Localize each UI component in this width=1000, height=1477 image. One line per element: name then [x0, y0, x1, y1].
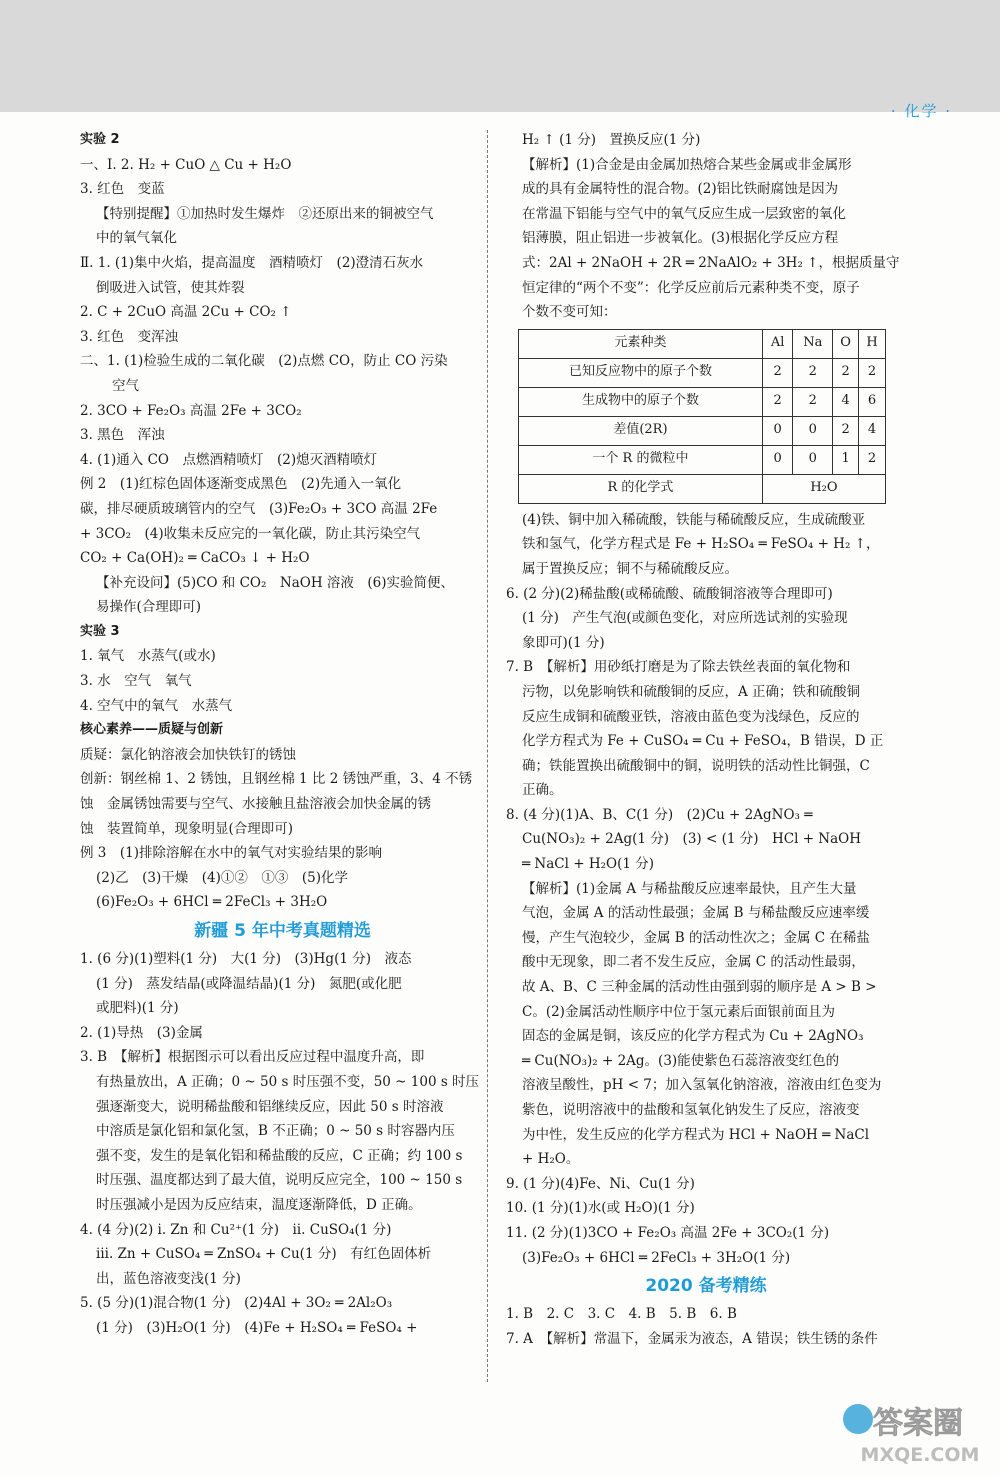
text-line: 【解析】(1)合金是由金属加热熔合某些金属或非金属形 [522, 156, 852, 173]
text-line: 二、1. (1)检验生成的二氧化碳 (2)点燃 CO，防止 CO 污染 [80, 353, 448, 370]
table-cell: 一个 R 的微粒中 [519, 445, 763, 474]
left-column [80, 128, 485, 1341]
text-line: 式：2Al + 2NaOH + 2R ═ 2NaAlO₂ + 3H₂ ↑，根据质量守 [522, 254, 900, 271]
table-cell: 0 [762, 416, 793, 445]
text-line: 10. (1 分)(1)水(或 H₂O)(1 分) [506, 1200, 695, 1217]
table-cell: 2 [762, 387, 793, 416]
text-line: ⅲ. Zn + CuSO₄ ═ ZnSO₄ + Cu(1 分) 有红色固体析 [96, 1246, 432, 1263]
text-line: 成的具有金属特性的混合物。(2)铝比铁耐腐蚀是因为 [522, 181, 839, 198]
text-line: 反应生成铜和硫酸亚铁，溶液由蓝色变为浅绿色，反应的 [522, 708, 860, 725]
text-line: 酸中无现象，即二者不发生反应，金属 C 的活动性最弱， [522, 954, 865, 971]
text-line: 2. (1)导热 (3)金属 [80, 1024, 203, 1041]
table-cell: 2 [833, 358, 859, 387]
text-line: (3)Fe₂O₃ + 6HCl ═ 2FeCl₃ + 3H₂O(1 分) [522, 1249, 791, 1266]
text-line: 9. (1 分)(4)Fe、Ni、Cu(1 分) [506, 1175, 695, 1192]
table-cell: 0 [793, 416, 833, 445]
column-divider [487, 130, 489, 1382]
table-header-cell: 元素种类 [519, 329, 763, 358]
table-cell: 生成物中的原子个数 [519, 387, 763, 416]
text-line: 强不变，发生的是氧化铝和稀盐酸的反应，C 正确；约 100 s [96, 1147, 463, 1164]
text-line: 3. 水 空气 氧气 [80, 673, 192, 690]
text-line: 属于置换反应；铜不与稀硫酸反应。 [522, 560, 738, 577]
text-line: 实验 3 [80, 623, 120, 639]
table-header-cell: Na [793, 329, 833, 358]
text-line: 碳，排尽硬质玻璃管内的空气 (3)Fe₂O₃ + 3CO 高温 2Fe [80, 500, 438, 517]
text-line: 铝薄膜，阻止铝进一步被氧化。(3)根据化学反应方程 [522, 230, 839, 247]
text-line: 或肥料)(1 分) [96, 1000, 179, 1017]
text-line: 紫色，说明溶液中的盐酸和氢氧化钠发生了反应，溶液变 [522, 1102, 860, 1118]
text-line: 蚀 金属锈蚀需要与空气、水接触且盐溶液会加快金属的锈 [80, 796, 431, 813]
text-line: 4. 空气中的氧气 水蒸气 [80, 697, 233, 714]
text-line: 象即可)(1 分) [522, 634, 605, 651]
table-row [519, 387, 886, 416]
text-line: + 3CO₂ (4)收集未反应完的一氧化碳，防止其污染空气 [80, 525, 421, 542]
text-line: (4)铁、铜中加入稀硫酸，铁能与稀硫酸反应，生成硫酸亚 [522, 511, 866, 528]
text-line: 3. 黑色 浑浊 [80, 427, 165, 444]
text-line: Ⅱ. 1. (1)集中火焰，提高温度 酒精喷灯 (2)澄清石灰水 [80, 254, 424, 271]
text-line: 7. A 【解析】常温下，金属汞为液态，A 错误；铁生锈的条件 [506, 1330, 878, 1347]
text-line: 4. (4 分)(2) ⅰ. Zn 和 Cu²⁺(1 分) ⅱ. CuSO₄(1 分) [80, 1221, 392, 1238]
text-line: 【补充设问】(5)CO 和 CO₂ NaOH 溶液 (6)实验简便、 [96, 574, 455, 591]
text-line: 例 2 (1)红棕色固体逐渐变成黑色 (2)先通入一氧化 [80, 476, 402, 493]
text-line: 化学方程式为 Fe + CuSO₄ ═ Cu + FeSO₄，B 错误，D 正 [522, 733, 884, 750]
page-header-band [0, 0, 1000, 112]
text-line: 3. B 【解析】根据图示可以看出反应过程中温度升高，即 [80, 1049, 425, 1066]
text-line: 中的氧气氧化 [96, 230, 177, 247]
text-line: 创新：钢丝棉 1、2 锈蚀，且钢丝棉 1 比 2 锈蚀严重，3、4 不锈 [80, 771, 473, 788]
table-header-cell: Al [762, 329, 793, 358]
text-line: 正确。 [522, 782, 563, 799]
table-cell: 4 [833, 387, 859, 416]
text-line: 故 A、B、C 三种金属的活动性由强到弱的顺序是 A > B > [522, 979, 877, 996]
text-line: 蚀 装置简单，现象明显(合理即可) [80, 820, 294, 837]
text-line: ═ NaCl + H₂O(1 分) [522, 856, 654, 873]
text-line: 【特别提醒】①加热时发生爆炸 ②还原出来的铜被空气 [96, 205, 434, 222]
text-line: 2. C + 2CuO 高温 2Cu + CO₂ ↑ [80, 304, 292, 321]
text-line: 3. 红色 变蓝 [80, 181, 165, 198]
table-cell: 0 [793, 445, 833, 474]
table-cell: 差值(2R) [519, 416, 763, 445]
table-cell: 已知反应物中的原子个数 [519, 358, 763, 387]
text-line: 例 3 (1)排除溶解在水中的氧气对实验结果的影响 [80, 845, 383, 862]
text-line: 11. (2 分)(1)3CO + Fe₂O₃ 高温 2Fe + 3CO₂(1 分) [506, 1224, 830, 1241]
text-line: 时压强、温度都达到了最大值，说明反应完全，100 ~ 150 s [96, 1172, 463, 1189]
table-cell: 4 [859, 416, 886, 445]
text-line: 1. B 2. C 3. C 4. B 5. B 6. B [506, 1306, 737, 1323]
text-line: (1 分) 蒸发结晶(或降温结晶)(1 分) 氮肥(或化肥 [96, 975, 402, 992]
text-line: 慢，产生气泡较少，金属 B 的活动性次之；金属 C 在稀盐 [522, 929, 870, 946]
text-line: ═ Cu(NO₃)₂ + 2Ag。(3)能使紫色石蕊溶液变红色的 [522, 1052, 840, 1069]
text-line: 为中性，发生反应的化学方程式为 HCl + NaOH ═ NaCl [522, 1126, 870, 1143]
text-line: 质疑：氯化钠溶液会加快铁钉的锈蚀 [80, 746, 296, 763]
section-heading: 2020 备考精练 [645, 1276, 767, 1297]
table-header-row [519, 329, 886, 358]
table-cell: 0 [762, 445, 793, 474]
table-row [519, 445, 886, 474]
element-count-table [518, 329, 886, 504]
text-line: 恒定律的“两个不变”：化学反应前后元素种类不变，原子 [522, 279, 860, 296]
table-row [519, 358, 886, 387]
text-line: Cu(NO₃)₂ + 2Ag(1 分) (3) < (1 分) HCl + NaOH [522, 831, 861, 848]
table-header-cell: H [859, 329, 886, 358]
text-line: 核心素养——质疑与创新 [80, 722, 224, 738]
text-line: 中溶质是氯化铝和氯化氢，B 不正确；0 ~ 50 s 时容器内压 [96, 1123, 455, 1140]
table-cell: 2 [793, 387, 833, 416]
text-line: H₂ ↑ (1 分) 置换反应(1 分) [522, 132, 701, 148]
text-line: 个数不变可知： [522, 304, 617, 321]
text-line: 在常温下铝能与空气中的氧气反应生成一层致密的氧化 [522, 205, 846, 222]
watermark-text: 答案圈 [873, 1406, 963, 1441]
text-line: 铁和氢气，化学方程式是 Fe + H₂SO₄ ═ FeSO₄ + H₂ ↑， [522, 536, 880, 553]
watermark-url: MXQE.COM [860, 1444, 980, 1466]
text-line: 易操作(合理即可) [96, 599, 202, 616]
text-line: 7. B 【解析】用砂纸打磨是为了除去铁丝表面的氧化物和 [506, 659, 851, 676]
text-line: 出，蓝色溶液变浅(1 分) [96, 1270, 241, 1287]
text-line: 确；铁能置换出硫酸铜中的铜，说明铁的活动性比铜强，C [522, 757, 870, 774]
right-column-bottom [506, 508, 906, 1352]
table-cell: 2 [859, 358, 886, 387]
text-line: C。(2)金属活动性顺序中位于氢元素后面银前面且为 [522, 1003, 835, 1020]
watermark-logo [838, 1393, 988, 1471]
table-header-cell: O [833, 329, 859, 358]
subject-label: · 化学 · [890, 102, 952, 120]
section-heading: 新疆 5 年中考真题精选 [194, 921, 371, 941]
text-line: 5. (5 分)(1)混合物(1 分) (2)4Al + 3O₂ ═ 2Al₂O₃ [80, 1295, 393, 1312]
table-row [519, 416, 886, 445]
text-line: 污物，以免影响铁和硫酸铜的反应，A 正确；铁和硫酸铜 [522, 683, 861, 700]
table-cell: 2 [859, 445, 886, 474]
page-number-badge [843, 1404, 873, 1434]
text-line: 强逐渐变大，说明稀盐酸和铝继续反应，因此 50 s 时溶液 [96, 1098, 444, 1115]
table-cell: 2 [762, 358, 793, 387]
table-row [519, 474, 886, 503]
table-cell: H₂O [762, 474, 885, 503]
text-line: + H₂O。 [522, 1151, 580, 1168]
text-line: 【解析】(1)金属 A 与稀盐酸反应速率最快，且产生大量 [522, 880, 857, 897]
text-line: 有热量放出，A 正确；0 ~ 50 s 时压强不变，50 ~ 100 s 时压 [96, 1073, 480, 1090]
text-line: 空气 [112, 377, 139, 394]
text-line: 固态的金属是铜，该反应的化学方程式为 Cu + 2AgNO₃ [522, 1028, 864, 1045]
text-line: 实验 2 [80, 132, 120, 147]
table-cell: 6 [859, 387, 886, 416]
text-line: 一、Ⅰ. 2. H₂ + CuO △ Cu + H₂O [80, 156, 292, 173]
text-line: (1 分) (3)H₂O(1 分) (4)Fe + H₂SO₄ ═ FeSO₄ + [96, 1319, 418, 1336]
table-cell: 2 [833, 416, 859, 445]
table-cell: 2 [793, 358, 833, 387]
text-line: 8. (4 分)(1)A、B、C(1 分) (2)Cu + 2AgNO₃ ═ [506, 806, 813, 823]
table-cell: 1 [833, 445, 859, 474]
text-line: (6)Fe₂O₃ + 6HCl ═ 2FeCl₃ + 3H₂O [96, 894, 328, 911]
text-line: 1. (6 分)(1)塑料(1 分) 大(1 分) (3)Hg(1 分) 液态 [80, 951, 412, 967]
text-line: CO₂ + Ca(OH)₂ ═ CaCO₃ ↓ + H₂O [80, 550, 310, 567]
text-line: 1. 氧气 水蒸气(或水) [80, 648, 216, 665]
text-line: 倒吸进入试管，使其炸裂 [96, 279, 245, 296]
right-column [506, 128, 906, 1351]
text-line: (1 分) 产生气泡(或颜色变化，对应所选试剂的实验现 [522, 610, 848, 627]
table-cell: R 的化学式 [519, 474, 763, 503]
text-line: 2. 3CO + Fe₂O₃ 高温 2Fe + 3CO₂ [80, 402, 302, 419]
text-line: 气泡，金属 A 的活动性最强；金属 B 与稀盐酸反应速率缓 [522, 905, 870, 922]
text-line: 6. (2 分)(2)稀盐酸(或稀硫酸、硫酸铜溶液等合理即可) [506, 585, 833, 602]
text-line: (2)乙 (3)干燥 (4)①② ①③ (5)化学 [96, 869, 348, 886]
text-line: 时压强减小是因为反应结束，温度逐渐降低，D 正确。 [96, 1196, 422, 1213]
text-line: 3. 红色 变浑浊 [80, 328, 179, 345]
right-column-top [506, 128, 906, 325]
text-line: 溶液呈酸性，pH < 7；加入氢氧化钠溶液，溶液由红色变为 [522, 1077, 882, 1094]
text-line: 4. (1)通入 CO 点燃酒精喷灯 (2)熄灭酒精喷灯 [80, 451, 378, 468]
